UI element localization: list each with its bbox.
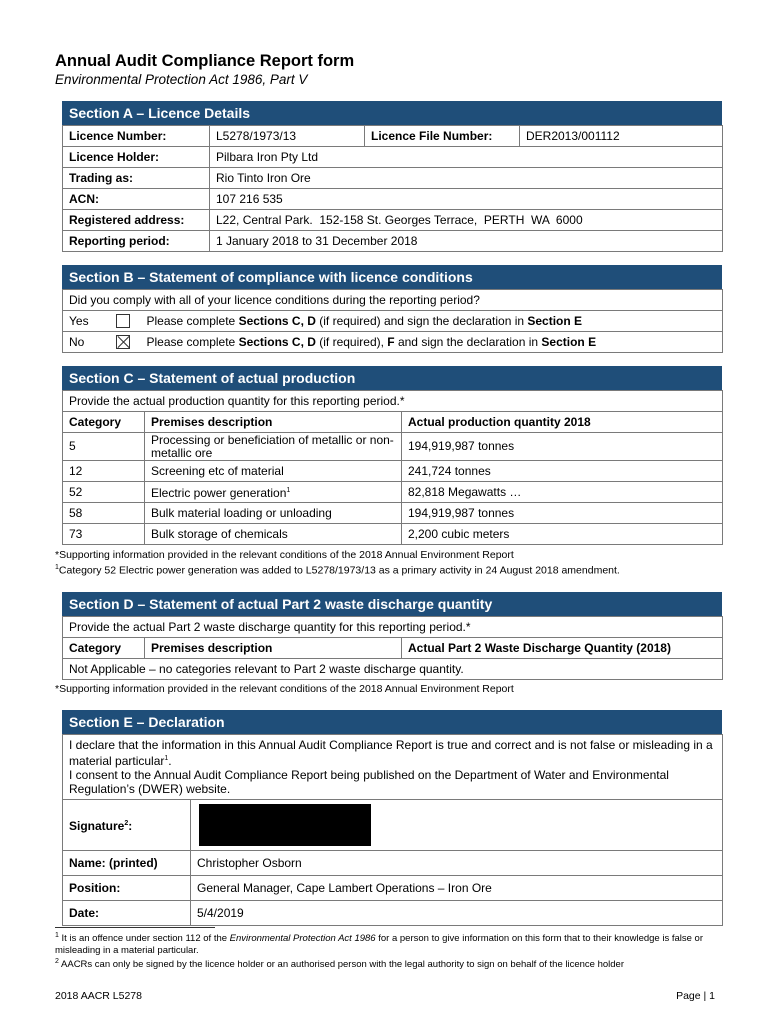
row-quantity: 2,200 cubic meters <box>402 524 723 545</box>
no-instruction-text-3: and sign the declaration in <box>394 334 542 349</box>
table-row <box>63 461 723 482</box>
footnote-ref: 1 <box>286 487 291 494</box>
row-premises: Electric power generation <box>151 486 287 500</box>
trading-as-label: Trading as: <box>63 168 210 189</box>
section-c-note-2 <box>55 564 735 577</box>
licence-details-table <box>62 125 723 252</box>
yes-instruction-section-e: Section E <box>527 313 583 328</box>
licence-file-value: DER2013/001112 <box>520 126 723 147</box>
footnote-ref: 1 <box>164 755 169 762</box>
compliance-question: Did you comply with all of your licence conditions during the reporting period? <box>63 290 723 311</box>
footnote-1-text: It is an offence under section 112 of the <box>58 933 230 945</box>
trading-as-value: Rio Tinto Iron Ore <box>210 168 723 189</box>
row-category: 52 <box>63 482 145 503</box>
col-premises-header: Premises description <box>145 638 402 659</box>
footer-page-number: Page | 1 <box>676 990 715 1002</box>
section-c-note-1: *Supporting information provided in the relevant conditions of the 2018 Annual Environment Report <box>55 549 514 561</box>
page-subtitle: Environmental Protection Act 1986, Part V <box>55 72 308 87</box>
row-category: 73 <box>63 524 145 545</box>
footnote-ref: 1 <box>55 564 59 571</box>
yes-instruction-text: Please complete <box>146 313 239 328</box>
date-value: 5/4/2019 <box>191 901 723 926</box>
footnote-1-text-2: for a person to give information on this form that to their knowledge is false or misleading in a material particular. <box>55 933 703 956</box>
footnote-1-act: Environmental Protection Act 1986 <box>229 933 376 945</box>
declaration-period: . <box>168 754 172 768</box>
compliance-table <box>62 289 723 353</box>
name-value: Christopher Osborn <box>191 851 723 876</box>
section-e <box>62 710 722 926</box>
yes-label: Yes <box>63 311 105 332</box>
no-instruction-section-e: Section E <box>541 334 597 349</box>
licence-number-label: Licence Number: <box>63 126 210 147</box>
licence-holder-value: Pilbara Iron Pty Ltd <box>210 147 723 168</box>
date-label: Date: <box>63 901 191 926</box>
footnotes <box>55 930 720 971</box>
reporting-period-value: 1 January 2018 to 31 December 2018 <box>210 231 723 252</box>
footnote-ref: 2 <box>124 820 129 827</box>
no-checkbox-checked[interactable] <box>116 335 130 349</box>
row-quantity: 82,818 Megawatts … <box>402 482 723 503</box>
row-premises-cell <box>145 482 402 503</box>
signature-colon: : <box>128 819 133 833</box>
footer-document-id: 2018 AACR L5278 <box>55 990 142 1002</box>
footnote-2 <box>55 956 720 971</box>
row-category: 58 <box>63 503 145 524</box>
registered-address-value: L22, Central Park. 152-158 St. Georges Terrace, PERTH WA 6000 <box>210 210 723 231</box>
no-instruction-text: Please complete <box>146 334 239 349</box>
table-row <box>63 524 723 545</box>
position-value: General Manager, Cape Lambert Operations – Iron Ore <box>191 876 723 901</box>
section-a <box>62 101 722 252</box>
licence-file-label: Licence File Number: <box>365 126 520 147</box>
row-quantity: 194,919,987 tonnes <box>402 503 723 524</box>
no-checkbox-cell[interactable] <box>105 332 141 353</box>
col-quantity-header: Actual production quantity 2018 <box>402 412 723 433</box>
footnote-2-number: 2 <box>55 958 59 966</box>
declaration-statement-1: I declare that the information in this Annual Audit Compliance Report is true and correct and is not false or misleading in a material particular <box>69 738 713 768</box>
row-premises: Processing or beneficiation of metallic or non-metallic ore <box>145 433 402 461</box>
waste-instruction: Provide the actual Part 2 waste discharge quantity for this reporting period.* <box>63 617 723 638</box>
no-instruction <box>141 332 723 353</box>
footnote-divider <box>55 927 215 928</box>
declaration-table <box>62 734 723 926</box>
licence-holder-label: Licence Holder: <box>63 147 210 168</box>
no-instruction-section-f: F <box>387 334 395 349</box>
row-premises: Bulk material loading or unloading <box>145 503 402 524</box>
no-instruction-sections: Sections C, D <box>238 334 316 349</box>
row-quantity: 241,724 tonnes <box>402 461 723 482</box>
licence-number-value: L5278/1973/13 <box>210 126 365 147</box>
signature-label: Signature <box>69 819 125 833</box>
section-c-note-2-text: Category 52 Electric power generation was added to L5278/1973/13 as a primary activity in 24 August 2018 amendment. <box>58 564 620 577</box>
table-row <box>63 482 723 503</box>
yes-checkbox-cell[interactable] <box>105 311 141 332</box>
footnote-2-text: AACRs can only be signed by the licence holder or an authorised person with the legal authority to sign on behalf of the licence holder <box>58 959 624 971</box>
col-quantity-header: Actual Part 2 Waste Discharge Quantity (2018) <box>402 638 723 659</box>
signature-label-cell <box>63 800 191 851</box>
footnote-1 <box>55 930 720 956</box>
col-premises-header: Premises description <box>145 412 402 433</box>
acn-label: ACN: <box>63 189 210 210</box>
section-a-heading: Section A – Licence Details <box>62 101 722 125</box>
name-label: Name: (printed) <box>63 851 191 876</box>
yes-instruction-text-2: (if required) and sign the declaration in <box>315 313 528 328</box>
section-d-note: *Supporting information provided in the relevant conditions of the 2018 Annual Environment Report <box>55 683 514 695</box>
yes-instruction <box>141 311 723 332</box>
position-label: Position: <box>63 876 191 901</box>
row-quantity: 194,919,987 tonnes <box>402 433 723 461</box>
table-row <box>63 503 723 524</box>
no-label: No <box>63 332 105 353</box>
section-e-heading: Section E – Declaration <box>62 710 722 734</box>
section-b <box>62 265 722 353</box>
col-category-header: Category <box>63 412 145 433</box>
production-table <box>62 390 723 545</box>
signature-field[interactable] <box>191 800 723 851</box>
page-title: Annual Audit Compliance Report form <box>55 52 355 70</box>
production-instruction: Provide the actual production quantity for this reporting period.* <box>63 391 723 412</box>
section-b-heading: Section B – Statement of compliance with licence conditions <box>62 265 722 289</box>
row-category: 5 <box>63 433 145 461</box>
yes-instruction-sections: Sections C, D <box>238 313 316 328</box>
registered-address-label: Registered address: <box>63 210 210 231</box>
row-premises: Bulk storage of chemicals <box>145 524 402 545</box>
col-category-header: Category <box>63 638 145 659</box>
not-applicable-text: Not Applicable – no categories relevant to Part 2 waste discharge quantity. <box>63 659 723 680</box>
section-d <box>62 592 722 680</box>
redacted-signature <box>199 804 371 846</box>
acn-value: 107 216 535 <box>210 189 723 210</box>
waste-discharge-table <box>62 616 723 680</box>
section-c-heading: Section C – Statement of actual production <box>62 366 722 390</box>
section-c <box>62 366 722 545</box>
section-d-heading: Section D – Statement of actual Part 2 waste discharge quantity <box>62 592 722 616</box>
row-category: 12 <box>63 461 145 482</box>
yes-checkbox[interactable] <box>116 314 130 328</box>
no-instruction-text-2: (if required), <box>315 334 388 349</box>
row-premises: Screening etc of material <box>145 461 402 482</box>
reporting-period-label: Reporting period: <box>63 231 210 252</box>
footnote-1-number: 1 <box>55 932 59 939</box>
table-row <box>63 433 723 461</box>
declaration-statement-2: I consent to the Annual Audit Compliance Report being published on the Department of Water and Environmental Regulation’s (DWER) website. <box>69 768 669 796</box>
declaration-text <box>63 735 723 800</box>
